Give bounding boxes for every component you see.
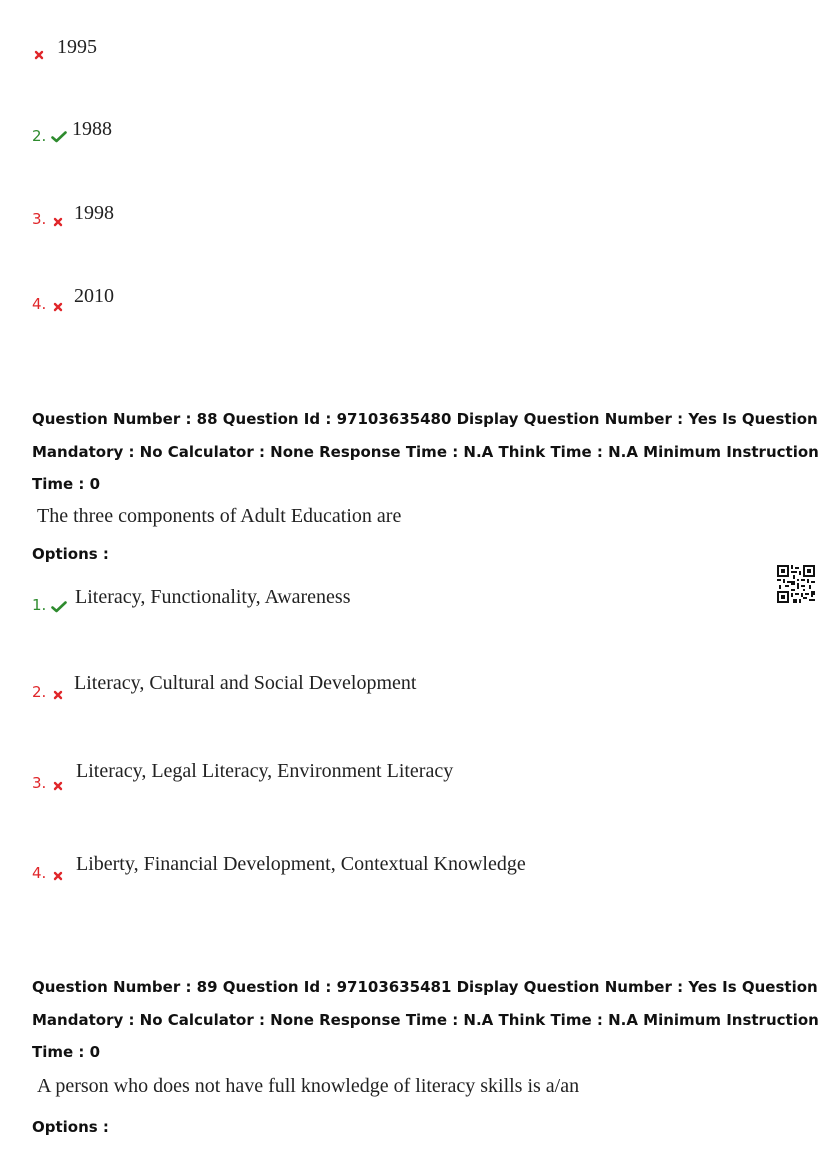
meta-line: Time : 0 xyxy=(32,1043,101,1061)
option-text: 1998 xyxy=(74,202,114,224)
qr-code-icon xyxy=(776,564,816,604)
question-text: A person who does not have full knowledge of literacy skills is a/an xyxy=(37,1075,580,1097)
option-number: 2. xyxy=(32,683,47,701)
options-label: Options : xyxy=(32,1118,109,1136)
option-text: 1995 xyxy=(57,36,97,58)
options-label: Options : xyxy=(32,545,109,563)
option-number: 1. xyxy=(32,596,47,614)
question-meta xyxy=(32,971,822,1069)
meta-line: Mandatory : No Calculator : None Response Time : N.A Think Time : N.A Minimum Instruction xyxy=(32,442,819,461)
meta-line: Question Number : 89 Question Id : 97103635481 Display Question Number : Yes Is Question xyxy=(32,978,818,996)
option-text: Literacy, Functionality, Awareness xyxy=(75,586,351,608)
option-number: 4. xyxy=(32,295,47,313)
cross-icon xyxy=(53,212,63,231)
option-number: 2. xyxy=(32,127,47,145)
option-number: 4. xyxy=(32,864,47,882)
option-number: 3. xyxy=(32,210,47,228)
meta-line: Time : 0 xyxy=(32,475,101,493)
option-text: Liberty, Financial Development, Contextual Knowledge xyxy=(76,853,526,875)
cross-icon xyxy=(53,866,63,885)
meta-line: Mandatory : No Calculator : None Response Time : N.A Think Time : N.A Minimum Instruction xyxy=(32,1010,819,1029)
cross-icon xyxy=(34,45,44,64)
option-text: 1988 xyxy=(72,118,112,140)
option-text: Literacy, Cultural and Social Development xyxy=(74,672,417,694)
question-text: The three components of Adult Education are xyxy=(37,505,402,527)
option-number: 3. xyxy=(32,774,47,792)
question-meta xyxy=(32,403,822,501)
cross-icon xyxy=(53,776,63,795)
check-icon xyxy=(51,128,67,147)
check-icon xyxy=(51,598,67,617)
meta-line: Question Number : 88 Question Id : 97103635480 Display Question Number : Yes Is Question xyxy=(32,410,818,428)
option-text: Literacy, Legal Literacy, Environment Literacy xyxy=(76,760,454,782)
cross-icon xyxy=(53,297,63,316)
option-text: 2010 xyxy=(74,285,114,307)
cross-icon xyxy=(53,685,63,704)
